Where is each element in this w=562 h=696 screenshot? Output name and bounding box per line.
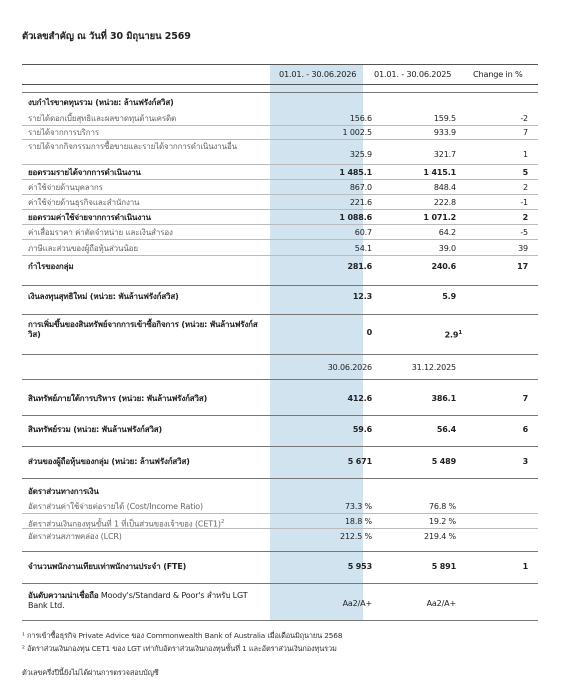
table-row: ค่าใช้จ่ายด้านธุรกิจและสำนักงาน 221.6 222.8 -1	[22, 198, 538, 210]
section-rule	[22, 583, 538, 584]
table-row: ยอดรวมรายได้จากการดำเนินงาน 1 485.1 1 415.1 5	[22, 168, 538, 180]
table-row: ยอดรวมค่าใช้จ่ายจากการดำเนินงาน 1 088.6 1 071.2 2	[22, 213, 538, 225]
table-row: ค่าเสื่อมราคา ค่าตัดจำหน่าย และเงินสำรอง 60.7 64.2 -5	[22, 228, 538, 240]
header-current-period: 01.01. - 30.06.2026	[279, 69, 357, 79]
section-rule	[22, 314, 538, 315]
section-rule	[22, 285, 538, 286]
rating-row: อันดับความน่าเชื่อถือ Moody's/Standard & Poor's สำหรับ LGT Bank Ltd. Aa2/A+ Aa2/A+	[28, 591, 456, 610]
table-top-rule	[22, 64, 538, 65]
unaudited-note: ตัวเลขครึ่งปีนี้ยังไม่ได้ผ่านการตรวจสอบบัญชี	[22, 668, 159, 677]
table-bottom-rule	[22, 620, 538, 621]
section-rule	[22, 478, 538, 479]
footnote-2: ² อัตราส่วนเงินกองทุน CET1 ของ LGT เท่ากับอัตราส่วนเงินกองทุนชั้นที่ 1 และอัตราส่วนเงินกองทุนรวม	[22, 644, 337, 653]
section-rule	[22, 379, 538, 380]
footnote-1: ¹ การเข้าซื้อธุรกิจ Private Advice ของ Commonwealth Bank of Australia เมื่อเดือนมิถุนายน 2568	[22, 631, 343, 640]
header-prior-period: 01.01. - 30.06.2025	[374, 69, 452, 79]
section-rule	[22, 415, 538, 416]
table-row: รายได้ดอกเบี้ยสุทธิและผลขาดทุนด้านเครดิต 156.6 159.5 -2	[22, 114, 538, 126]
table-row: ค่าใช้จ่ายด้านบุคลากร 867.0 848.4 2	[22, 183, 538, 195]
header-rule	[22, 84, 538, 85]
section-rule	[22, 92, 538, 93]
table-row: รายได้จากกิจกรรมการซื้อขายและรายได้จากการดำเนินงานอื่น 325.9 321.7 1	[22, 142, 538, 165]
table-row: อัตราส่วนเงินกองทุนขั้นที่ 1 ที่เป็นส่วนของเจ้าของ $(CET1)^2$ 18.8 % 19.2 %	[22, 517, 538, 529]
page-title: ตัวเลขสำคัญ ณ วันที่ 30 มิถุนายน 2569	[22, 31, 191, 42]
table-row: กำไรของกลุ่ม 281.6 240.6 17	[28, 262, 528, 271]
header-change: Change in %	[473, 69, 523, 79]
table-row: รายได้จากการบริการ 1 002.5 933.9 7	[22, 128, 538, 140]
section-rule	[22, 354, 538, 355]
acquisition-row: การเพิ่มขึ้นของสินทรัพย์จากการเข้าซื้อกิจการ (หน่วย: พันล้านฟรังก์สวิส) 0 $2.9^1$	[28, 320, 462, 340]
section-rule	[22, 551, 538, 552]
table-row: อัตราส่วนค่าใช้จ่ายต่อรายได้ (Cost/Income Ratio) 73.3 % 76.8 %	[22, 502, 538, 514]
table-row: อัตราส่วนสภาพคล่อง (LCR) 212.5 % 219.4 %	[28, 532, 456, 541]
table-row: ภาษีและส่วนของผู้ถือหุ้นส่วนน้อย 54.1 39.0 39	[22, 244, 538, 256]
section-rule	[22, 446, 538, 447]
